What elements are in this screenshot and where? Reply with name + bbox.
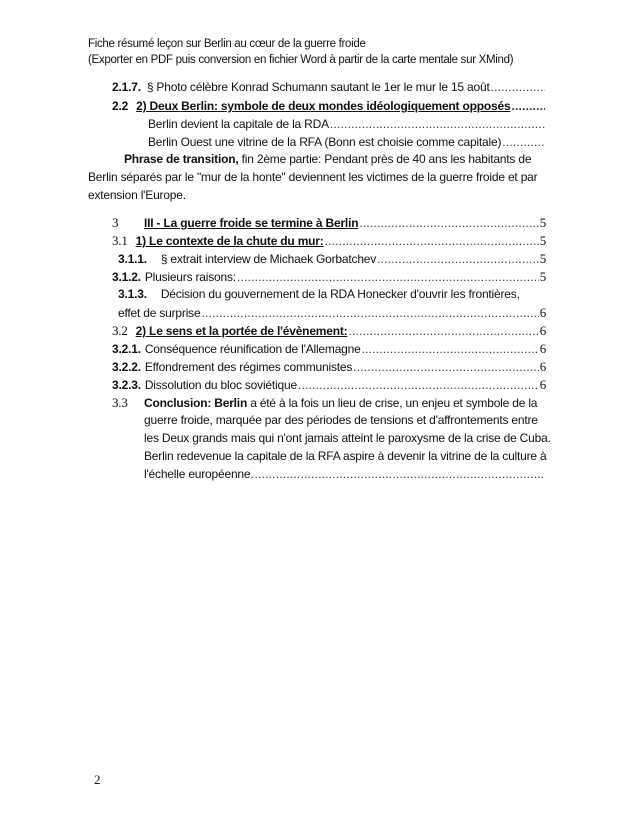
toc-text: Plusieurs raisons: bbox=[144, 270, 236, 284]
toc-page: 5 bbox=[539, 269, 546, 284]
transition-label: Phrase de transition, bbox=[124, 152, 239, 166]
toc-text-cont: effet de surprise bbox=[118, 306, 201, 320]
toc-number: 3.2.2. bbox=[112, 360, 141, 374]
toc-number: 3.1.3. bbox=[118, 287, 147, 301]
toc-number: 3.1.1. bbox=[118, 252, 147, 266]
header-subtitle: (Exporter en PDF puis conversion en fichier Word à partir de la carte mentale sur XMind) bbox=[88, 54, 514, 66]
toc-page: 6 bbox=[539, 377, 546, 392]
item-text: Berlin devient la capitale de la RDA bbox=[148, 117, 329, 131]
toc-text: 2) Le sens et la portée de l'évènement: bbox=[135, 324, 348, 338]
toc-entry-3-1-2[interactable] bbox=[112, 269, 546, 285]
conclusion-line-4: Berlin redevenue la capitale de la RFA aspire à devenir la vitrine de la culture à bbox=[144, 449, 547, 463]
item-number: 2.2 bbox=[112, 99, 129, 113]
toc-entry-3-1-3-cont[interactable] bbox=[118, 305, 546, 321]
leader-dots bbox=[353, 360, 539, 375]
outline-item-2-2 bbox=[112, 99, 546, 114]
leader-dots bbox=[359, 216, 538, 231]
transition-line-2: Berlin séparés par le "mur de la honte" deviennent les victimes de la guerre froide et par bbox=[88, 170, 538, 184]
leader-dots bbox=[502, 135, 545, 150]
toc-text: Dissolution du bloc soviétique bbox=[144, 378, 297, 392]
conclusion-line-5: l'échelle européenne. ..... bbox=[144, 467, 546, 482]
toc-page: 5 bbox=[539, 251, 546, 266]
toc-number: 3 bbox=[112, 215, 119, 230]
toc-text: § extrait interview de Michaek Gorbatchev bbox=[160, 252, 377, 266]
leader-dots bbox=[325, 234, 539, 249]
conclusion-label: Conclusion: Berlin bbox=[144, 396, 248, 410]
outline-subitem-rda bbox=[148, 117, 546, 132]
conclusion-line-3: les Deux grands mais qui n'ont jamais atteint le paroxysme de la crise de Cuba. bbox=[144, 431, 551, 445]
transition-line-3: extension l'Europe. bbox=[88, 188, 186, 202]
toc-text: 1) Le contexte de la chute du mur: bbox=[135, 234, 324, 248]
leader-dots bbox=[298, 378, 539, 393]
toc-page: 5 bbox=[539, 233, 546, 248]
item-text: Berlin Ouest une vitrine de la RFA (Bonn est choisie comme capitale) bbox=[148, 135, 502, 149]
toc-entry-3-2-3[interactable] bbox=[112, 377, 546, 393]
toc-entry-3-1[interactable] bbox=[112, 233, 546, 249]
leader-dots bbox=[348, 324, 538, 339]
toc-text: Décision du gouvernement de la RDA Honecker d'ouvrir les frontières, bbox=[160, 287, 520, 301]
toc-number: 3.1 bbox=[112, 233, 128, 248]
transition-line-1: Phrase de transition, fin 2ème partie: Pendant près de 40 ans les habitants de bbox=[124, 152, 532, 166]
toc-entry-3-2-2[interactable] bbox=[112, 359, 546, 375]
toc-number: 3.3 bbox=[112, 395, 128, 410]
toc-text: Conséquence réunification de l'Allemagne bbox=[144, 342, 361, 356]
leader-dots bbox=[362, 342, 539, 357]
toc-page: 5 bbox=[539, 215, 546, 230]
conclusion-line-2: guerre froide, marquée par des périodes de tensions et d'affrontements entre bbox=[144, 413, 538, 427]
conclusion-line-1: a été à la fois un lieu de crise, un enjeu et symbole de la bbox=[247, 396, 538, 410]
item-text: 2) Deux Berlin: symbole de deux mondes idéologiquement opposés bbox=[136, 99, 511, 113]
leader-dots bbox=[201, 306, 538, 321]
toc-number: 3.2 bbox=[112, 323, 128, 338]
leader-dots bbox=[377, 252, 539, 267]
toc-entry-3[interactable] bbox=[112, 215, 546, 231]
toc-number: 3.2.3. bbox=[112, 378, 141, 392]
toc-page: 6 bbox=[539, 359, 546, 374]
toc-page: 6 bbox=[539, 341, 546, 356]
leader-dots bbox=[330, 117, 545, 132]
page-number: 2 bbox=[94, 772, 101, 787]
toc-text: Effondrement des régimes communistes bbox=[144, 360, 353, 374]
toc-number: 3.2.1. bbox=[112, 342, 141, 356]
item-text: § Photo célèbre Konrad Schumann sautant le 1er le mur le 15 août bbox=[146, 80, 490, 94]
toc-page: 6 bbox=[539, 323, 546, 338]
toc-entry-3-1-3[interactable] bbox=[118, 287, 520, 302]
header-title: Fiche résumé leçon sur Berlin au cœur de la guerre froide bbox=[88, 38, 366, 50]
leader-dots bbox=[511, 99, 545, 114]
toc-text: III - La guerre froide se termine à Berlin bbox=[144, 216, 359, 230]
leader-dots bbox=[255, 467, 545, 482]
outline-item-2-1-7 bbox=[112, 80, 546, 95]
toc-number: 3.1.2. bbox=[112, 270, 141, 284]
outline-subitem-rfa bbox=[148, 135, 546, 150]
toc-entry-3-3[interactable] bbox=[112, 395, 537, 411]
toc-entry-3-2-1[interactable] bbox=[112, 341, 546, 357]
toc-page: 6 bbox=[539, 305, 546, 320]
item-number: 2.1.7. bbox=[112, 80, 141, 94]
toc-entry-3-1-1[interactable] bbox=[118, 251, 546, 267]
toc-entry-3-2[interactable] bbox=[112, 323, 546, 339]
leader-dots bbox=[237, 270, 539, 285]
leader-dots bbox=[491, 80, 545, 95]
